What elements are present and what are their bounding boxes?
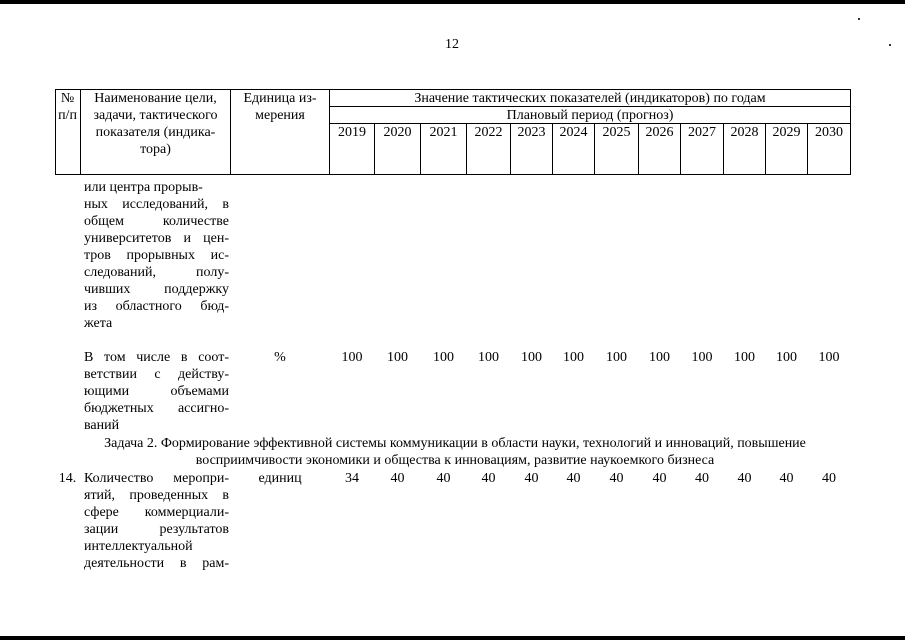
scan-speck: [889, 44, 891, 46]
text-line: общем количестве: [84, 214, 229, 229]
year-2021: 2021: [429, 125, 458, 140]
text-line: следований, полу-: [84, 265, 229, 280]
header-text: тора): [140, 142, 171, 157]
row-14-value: 40: [436, 471, 451, 486]
year-2030: 2030: [815, 125, 843, 140]
row-14-value: 40: [652, 471, 667, 486]
row-14-unit: единиц: [258, 471, 302, 486]
text-line: зации результатов: [84, 522, 229, 537]
row-14-name: [84, 470, 229, 572]
row-budget-value: 100: [734, 350, 755, 365]
row-14-value: 40: [822, 471, 836, 486]
text-line: бюджетных ассигно-: [84, 401, 229, 416]
text-line: университетов и цен-: [84, 231, 229, 246]
header-text: Единица из-: [243, 91, 317, 106]
text-line: чивших поддержку: [84, 282, 229, 297]
year-2026: 2026: [645, 125, 674, 140]
header-line: [850, 89, 851, 175]
header-period: Плановый период (прогноз): [506, 108, 674, 123]
row-budget-value: 100: [649, 350, 670, 365]
text-line: сфере коммерциали-: [84, 505, 229, 520]
text-line: ющими объемами: [84, 384, 229, 399]
row-budget-value: 100: [776, 350, 797, 365]
row-budget-value: 100: [433, 350, 454, 365]
row-14-value: 40: [779, 471, 794, 486]
year-2029: 2029: [772, 125, 801, 140]
header-line: [55, 174, 851, 175]
header-text: задачи, тактического: [93, 108, 218, 123]
text-line: ваний: [84, 418, 120, 433]
row-14-value: 40: [390, 471, 405, 486]
header-text: мерения: [255, 108, 305, 123]
header-text: п/п: [58, 108, 77, 123]
row-budget-name: [84, 349, 229, 434]
text-line: восприимчивости экономики и общества к инновациям, развитие наукоемкого бизнеса: [195, 453, 715, 468]
header-col-unit: [231, 90, 329, 124]
text-line: Количество меропри-: [84, 471, 229, 486]
header-values-title: Значение тактических показателей (индикаторов) по годам: [414, 91, 766, 106]
row-budget-value: 100: [606, 350, 627, 365]
scan-speck: [858, 18, 860, 20]
task-2-heading: [40, 435, 870, 469]
text-line: из областного бюд-: [84, 299, 229, 314]
year-2019: 2019: [338, 125, 366, 140]
header-col-number: [55, 90, 80, 124]
row-budget-value: 100: [521, 350, 542, 365]
row-budget-value: 100: [691, 350, 713, 365]
text-line: ных исследований, в: [84, 197, 229, 212]
year-2020: 2020: [383, 125, 412, 140]
text-line: интеллектуальной: [84, 539, 193, 554]
text-line: жета: [84, 316, 113, 331]
row-14-value: 40: [566, 471, 581, 486]
text-line: деятельности в рам-: [84, 556, 229, 571]
year-2025: 2025: [602, 125, 631, 140]
text-line: ятий, проведенных в: [84, 488, 229, 503]
text-line: тров прорывных ис-: [84, 248, 229, 263]
scan-border-top: [0, 0, 905, 4]
year-2028: 2028: [730, 125, 759, 140]
header-text: Наименование цели,: [94, 91, 217, 106]
row-14-value: 40: [481, 471, 496, 486]
row-budget-value: 100: [563, 350, 584, 365]
year-2027: 2027: [688, 125, 716, 140]
row-14-value: 40: [524, 471, 539, 486]
row-budget-value: 100: [387, 350, 408, 365]
header-col-name: [81, 90, 230, 158]
continued-indicator-name: [84, 179, 229, 332]
text-line: или центра прорыв-: [84, 180, 203, 195]
header-text: №: [60, 91, 75, 106]
year-2022: 2022: [474, 125, 503, 140]
row-budget-value: 100: [818, 350, 840, 365]
row-14-value: 34: [345, 471, 359, 486]
row-14-value: 40: [695, 471, 709, 486]
row-14-value: 40: [609, 471, 624, 486]
text-line: В том числе в соот-: [84, 350, 229, 365]
row-budget-unit: %: [274, 350, 286, 365]
row-budget-value: 100: [341, 350, 363, 365]
row-budget-value: 100: [478, 350, 499, 365]
page-number: 12: [445, 37, 459, 52]
year-2024: 2024: [559, 125, 588, 140]
scan-border-bottom: [0, 636, 905, 640]
row-14-value: 40: [737, 471, 752, 486]
text-line: Задача 2. Формирование эффективной системы коммуникации в области науки, технологий и инноваций, повышение: [104, 436, 806, 451]
header-text: показателя (индика-: [95, 125, 216, 140]
text-line: ветствии с действу-: [84, 367, 229, 382]
row-14-number: 14.: [58, 471, 77, 486]
year-2023: 2023: [517, 125, 546, 140]
